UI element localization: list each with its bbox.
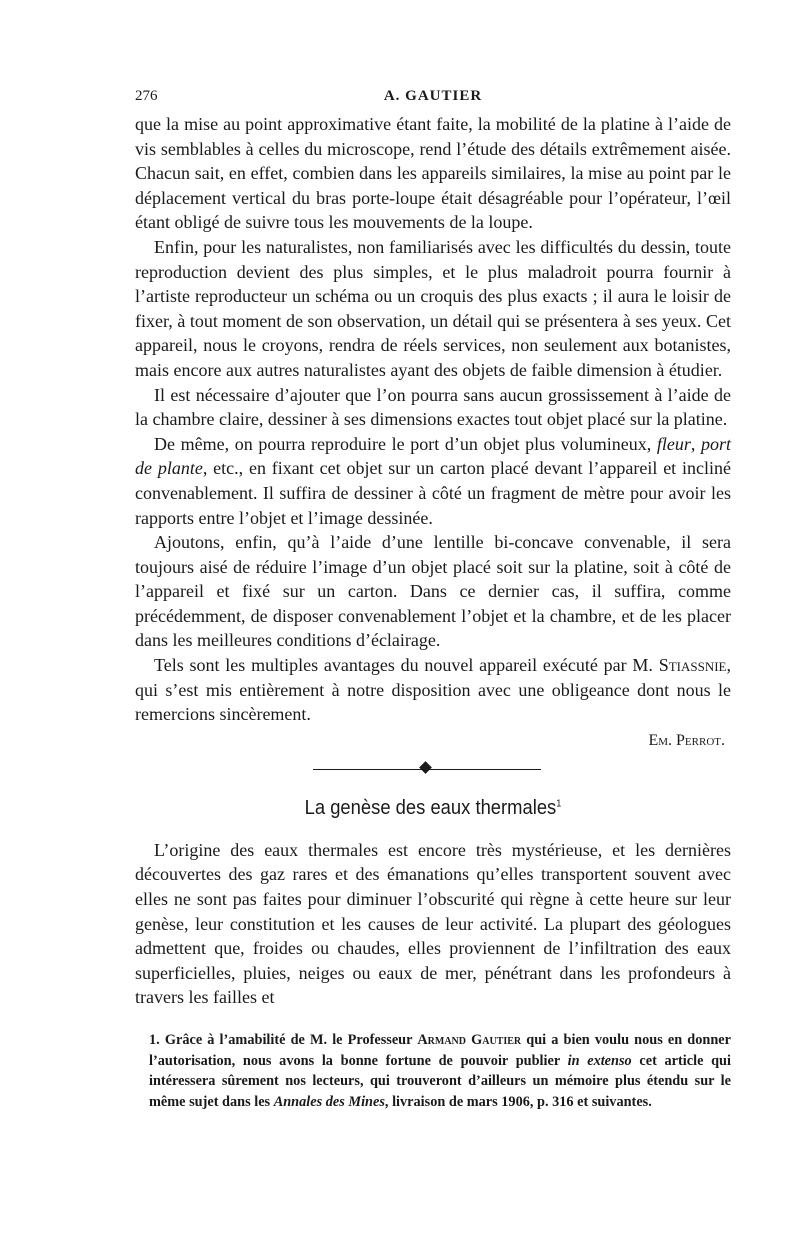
paragraph-4-comma: , <box>690 433 701 454</box>
running-header <box>135 82 731 112</box>
footnote-italic-in-extenso: in extenso <box>567 1052 632 1069</box>
paragraph-2: Enfin, pour les naturalistes, non familiarisés avec les difficultés du dessin, toute reproduction devient des plus simples, et le plus maladroit pourra fournir à l’artiste reproducteur un schéma ou un croquis des plus exacts ; il aura le loisir de fixer, à tout moment de son observation, un détail qui se présentera à ses yeux. Cet appareil, nous le croyons, rendra de réels services, non seulement aux botanistes, mais encore aux autres naturalistes ayant des objets de faible dimension à étudier. <box>135 236 731 380</box>
document-page <box>135 82 731 1112</box>
italic-port-de-plante: port de plante <box>135 433 731 479</box>
signature-last: Perrot. <box>676 731 725 749</box>
page-number: 276 <box>135 88 158 104</box>
paragraph-6 <box>135 653 731 727</box>
article-chambre-claire <box>135 112 731 753</box>
name-stiassnie: Stiassnie <box>658 655 727 676</box>
section-divider <box>135 755 731 783</box>
paragraph-3: Il est nécessaire d’ajouter que l’on pourra sans aucun grossissement à l’aide de la chambre claire, dessiner à ses dimensions exactes tout objet placé sur la platine. <box>135 384 731 430</box>
paragraph-6-end: , qui s’est mis entièrement à notre disposition avec une obligeance dont nous le remercions sincèrement. <box>135 655 731 725</box>
diamond-ornament-icon <box>419 761 432 774</box>
footnote-name: Armand Gautier <box>417 1032 522 1048</box>
article-title-text: La genèse des eaux thermales <box>304 796 557 819</box>
footnote-body <box>135 1030 731 1112</box>
paragraph-4-end: , etc., en fixant cet objet sur un carton placé devant l’appareil et incliné convenablement. Il suffira de dessiner à côté un fragment de mètre pour avoir les rapports entre l’objet et l’image dessinée. <box>135 458 732 528</box>
footnote-italic-annales: Annales des Mines <box>273 1093 385 1110</box>
running-title: A. GAUTIER <box>383 88 483 104</box>
paragraph-1: que la mise au point approximative étant faite, la mobilité de la platine à l’aide de vis semblables à celles du microscope, rend l’étude des détails extrêmement aisée. Chacun sait, en effet, combien dans les appareils similaires, la mise au point par le déplacement vertical du bras porte-loupe était désagréable pour l’opérateur, l’œil étant obligé de suivre tous les mouvements de la loupe. <box>135 114 731 233</box>
paragraph-5: Ajoutons, enfin, qu’à l’aide d’une lentille bi-concave convenable, il sera toujours aisé de réduire l’image d’un objet placé soit sur la platine, soit à côté de l’appareil et fixé sur un carton. Dans ce dernier cas, il suffira, comme précédemment, de disposer convenablement l’objet et la chambre, et de les placer dans les meilleures conditions d’éclairage. <box>135 532 731 651</box>
paragraph-4-start: De même, on pourra reproduire le port d’un objet plus volumineux, <box>154 433 657 454</box>
footnote <box>135 1030 731 1112</box>
italic-fleur: fleur <box>656 433 691 454</box>
article-title <box>159 797 707 820</box>
footnote-text-start: Grâce à l’amabilité de M. le Professeur <box>164 1032 418 1048</box>
author-signature <box>135 729 731 753</box>
footnote-text-mid: qui a bien voulu nous en donner l’autorisation, nous avons la bonne fortune de pouvoir publier <box>149 1032 731 1069</box>
paragraph-6-start: Tels sont les multiples avantages du nouvel appareil exécuté par M. <box>154 655 659 676</box>
title-footnote-mark: 1 <box>556 798 562 810</box>
footnote-text-end: , livraison de mars 1906, p. 316 et suivantes. <box>384 1093 652 1110</box>
footnote-text-mid2: cet article qui intéressera sûrement nos lecteurs, qui trouveront d’ailleurs un mémoire plus étendu sur le même sujet dans les <box>149 1052 731 1110</box>
footnote-number: 1. <box>149 1032 160 1048</box>
paragraph-4 <box>135 432 731 530</box>
article-2-paragraph-1: L’origine des eaux thermales est encore très mystérieuse, et les dernières découvertes des gaz rares et des émanations qu’elles transportent souvent avec elles ne sont pas faites pour diminuer l’obscurité qui règne à cette heure sur leur genèse, leur constitution et les causes de leur activité. La plupart des géologues admettent que, froides ou chaudes, elles proviennent de l’infiltration des eaux superficielles, pluies, neiges ou eaux de mer, pénétrant dans les profondeurs à travers les failles et <box>135 839 731 1008</box>
signature-first: Em. <box>648 731 673 749</box>
